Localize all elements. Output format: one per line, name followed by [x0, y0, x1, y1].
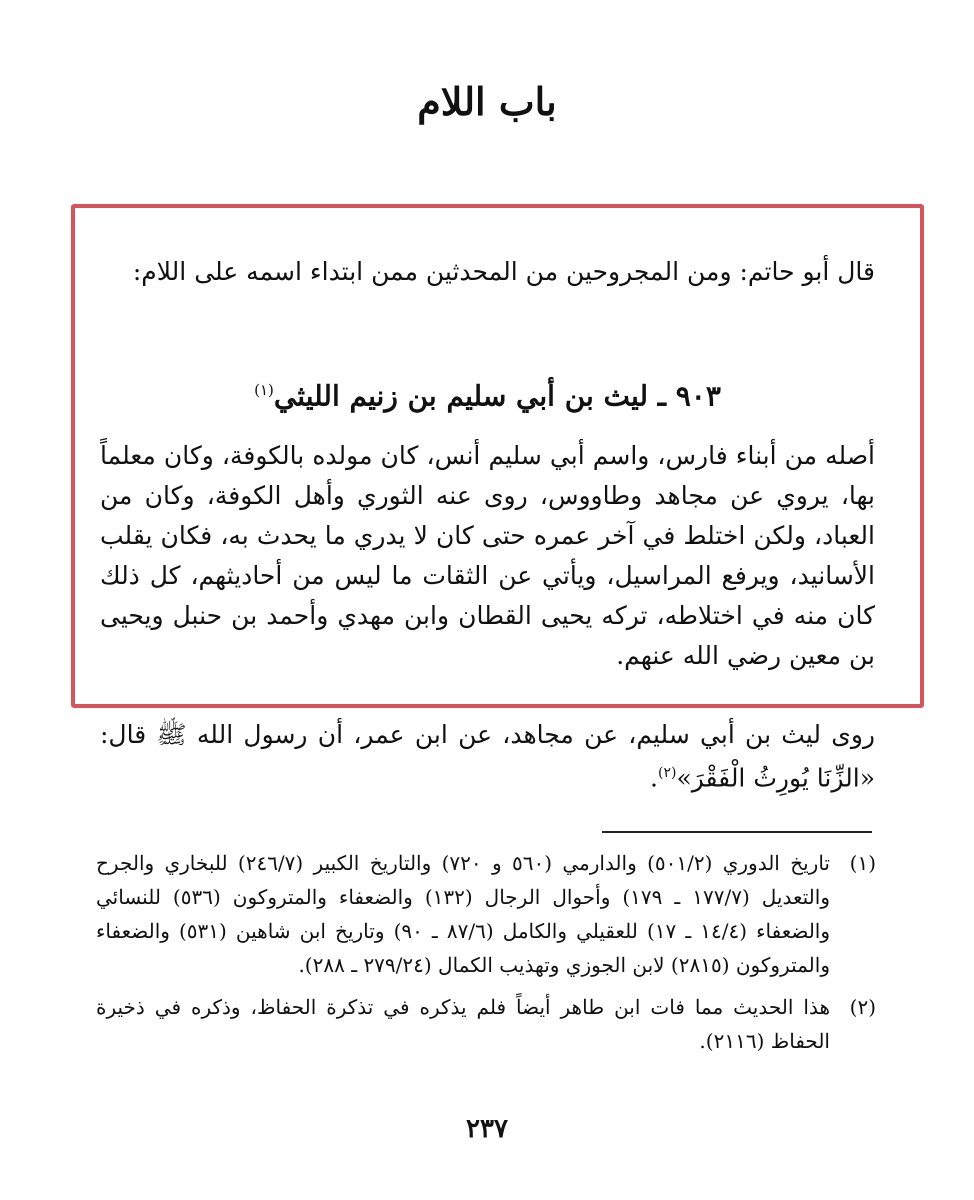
hadith-footnote-ref[interactable]: (٢): [657, 765, 677, 781]
entry-heading: [100, 368, 875, 418]
hadith-paragraph: [100, 716, 875, 797]
page-number: ٢٣٧: [466, 1114, 508, 1144]
footnote-number: (٢): [849, 995, 876, 1019]
footnote-divider: [602, 831, 872, 833]
footnote-item: [96, 846, 876, 982]
intro-paragraph: قال أبو حاتم: ومن المجروحين من المحدثين ممن ابتداء اسمه على اللام:: [132, 257, 875, 286]
entry-body: أصله من أبناء فارس، واسم أبي سليم أنس، كان مولده بالكوفة، وكان معلماً بها، يروي عن مجاهد وطاووس، روى عنه الثوري وأهل الكوفة، وكان من العباد، ولكن اختلط في آخر عمره حتى كان لا يدري ما يحدث به، فكان يقلب الأسانيد، ويرفع المراسيل، ويأتي عن الثقات ما ليس من أحاديثهم، كل ذلك كان منه في اختلاطه، تركه يحيى القطان وابن مهدي وأحمد بن حنبل ويحيى بن معين رضي الله عنهم.: [100, 441, 875, 670]
hadith-text: روى ليث بن أبي سليم، عن مجاهد، عن ابن عمر، أن رسول الله ﷺ قال: «الزِّنَا يُورِثُ الْفَقْرَ»: [100, 720, 875, 793]
chapter-title: باب اللام: [417, 79, 557, 124]
footnote-text: تاريخ الدوري (٥٠١/٢) والدارمي (٥٦٠ و ٧٢٠) والتاريخ الكبير (٢٤٦/٧) للبخاري والجرح والتعديل (١٧٧/٧ ـ ١٧٩) وأحوال الرجال (١٣٢) والضعفاء والمتروكون (٥٣٦) للنسائي والضعفاء (١٤/٤ ـ ١٧) للعقيلي والكامل (٨٧/٦ ـ ٩٠) وتاريخ ابن شاهين (٥٣١) والضعفاء والمتروكون (٢٨١٥) لابن الجوزي وتهذيب الكمال (٢٧٩/٢٤ ـ ٢٨٨).: [96, 851, 831, 977]
footnote-number: (١): [849, 851, 876, 875]
footnote-text: هذا الحديث مما فات ابن طاهر أيضاً فلم يذكره في تذكرة الحفاظ، وذكره في ذخيرة الحفاظ (٢١١٦).: [96, 995, 830, 1053]
hadith-end: .: [650, 763, 658, 793]
entry-heading-text: ٩٠٣ ـ ليث بن أبي سليم بن زنيم الليثي: [273, 379, 721, 413]
entry-footnote-ref[interactable]: (١): [254, 381, 274, 399]
footnotes: [96, 846, 876, 1066]
footnote-item: [96, 990, 876, 1058]
